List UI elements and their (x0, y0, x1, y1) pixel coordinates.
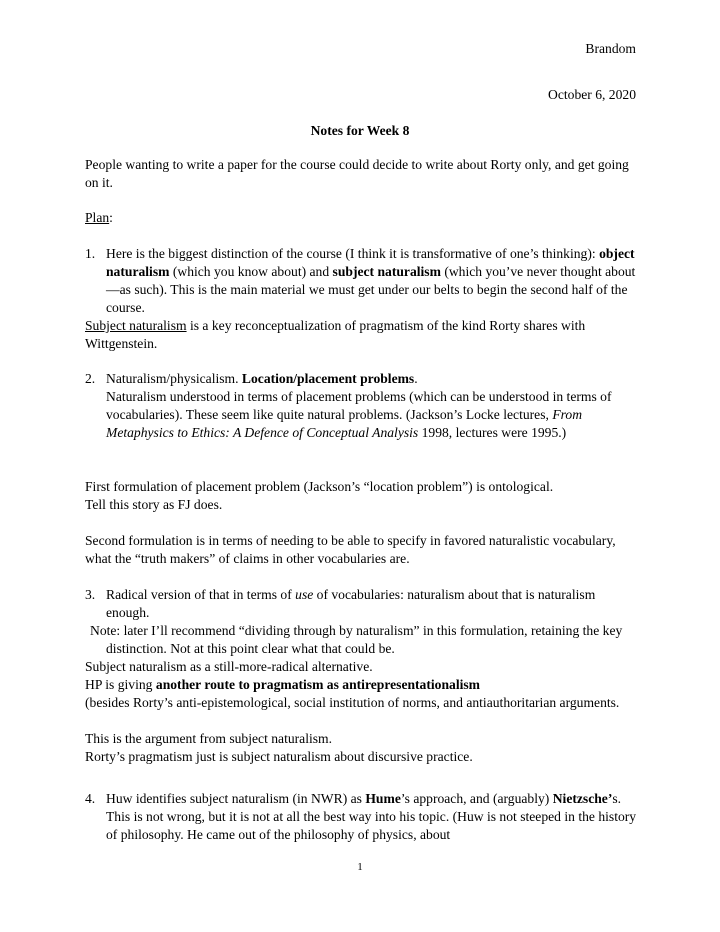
second-formulation-paragraph: Second formulation is in terms of needing to be able to specify in favored naturalistic vocabulary, what the “truth makers” of claims in other vocabularies are. (85, 533, 616, 566)
item-4-number: 4. (85, 791, 96, 806)
hp-route-line: HP is giving another route to pragmatism as antirepresentationalism (85, 677, 480, 692)
location-problems-term: Location/placement problems (241, 371, 415, 386)
item-4-text: Huw identifies subject naturalism (in NWR) as Hume’s approach, and (arguably) Nietzsche’s. This is not wrong, but it is not at all the best way into his topic. (Huw is not steeped in the history of philosophy. He came out of the philosophy of physics, about (106, 791, 637, 842)
object-naturalism-term: object naturalism (106, 246, 635, 279)
note-paragraph: Note: later I’ll recommend “dividing through by naturalism” in this formulation, retaining the key distinction. Not at this point clear what that could be. (90, 623, 623, 656)
page-title: Notes for Week 8 (310, 123, 410, 138)
item-3-text: Radical version of that in terms of use of vocabularies: naturalism about that is naturalism enough. (106, 587, 596, 620)
intro-paragraph: People wanting to write a paper for the course could decide to write about Rorty only, and get going on it. (85, 157, 629, 190)
item-3-number: 3. (85, 587, 96, 602)
item-1-text: Here is the biggest distinction of the course (I think it is transformative of one’s thinking): object naturalism (which you know about) and subject naturalism (which you’ve never thought about—as such). This is the main material we must get under our belts to begin the second half of the course. (106, 246, 636, 315)
item-2-number: 2. (85, 371, 96, 386)
item-1-number: 1. (85, 246, 96, 261)
subject-naturalism-paragraph: Subject naturalism is a key reconceptualization of pragmatism of the kind Rorty shares with Wittgenstein. (85, 318, 586, 351)
header-date: October 6, 2020 (548, 87, 636, 102)
tell-story-line: Tell this story as FJ does. (85, 497, 223, 512)
besides-paragraph: (besides Rorty’s anti-epistemological, social institution of norms, and antiauthoritarian arguments. (85, 695, 620, 710)
argument-line: This is the argument from subject naturalism. (85, 731, 333, 746)
still-more-radical-line: Subject naturalism as a still-more-radical alternative. (85, 659, 373, 674)
subject-naturalism-term: subject naturalism (332, 264, 441, 279)
plan-heading: Plan: (85, 210, 113, 225)
rorty-pragmatism-line: Rorty’s pragmatism just is subject naturalism about discursive practice. (85, 749, 473, 764)
header-author: Brandom (585, 41, 636, 56)
first-formulation-line: First formulation of placement problem (Jackson’s “location problem”) is ontological. (85, 479, 554, 494)
jackson-book-title: From Metaphysics to Ethics: A Defence of Conceptual Analysis (106, 407, 583, 440)
plan-label: Plan (85, 210, 110, 225)
item-2-text: Naturalism/physicalism. Location/placement problems. Naturalism understood in terms of placement problems (which can be understood in terms of vocabularies). These seem like quite natural problems. (Jackson’s Locke lectures, From Metaphysics to Ethics: A Defence of Conceptual Analysis 1998, lectures were 1995.) (106, 371, 612, 440)
page-number: 1 (357, 861, 363, 873)
